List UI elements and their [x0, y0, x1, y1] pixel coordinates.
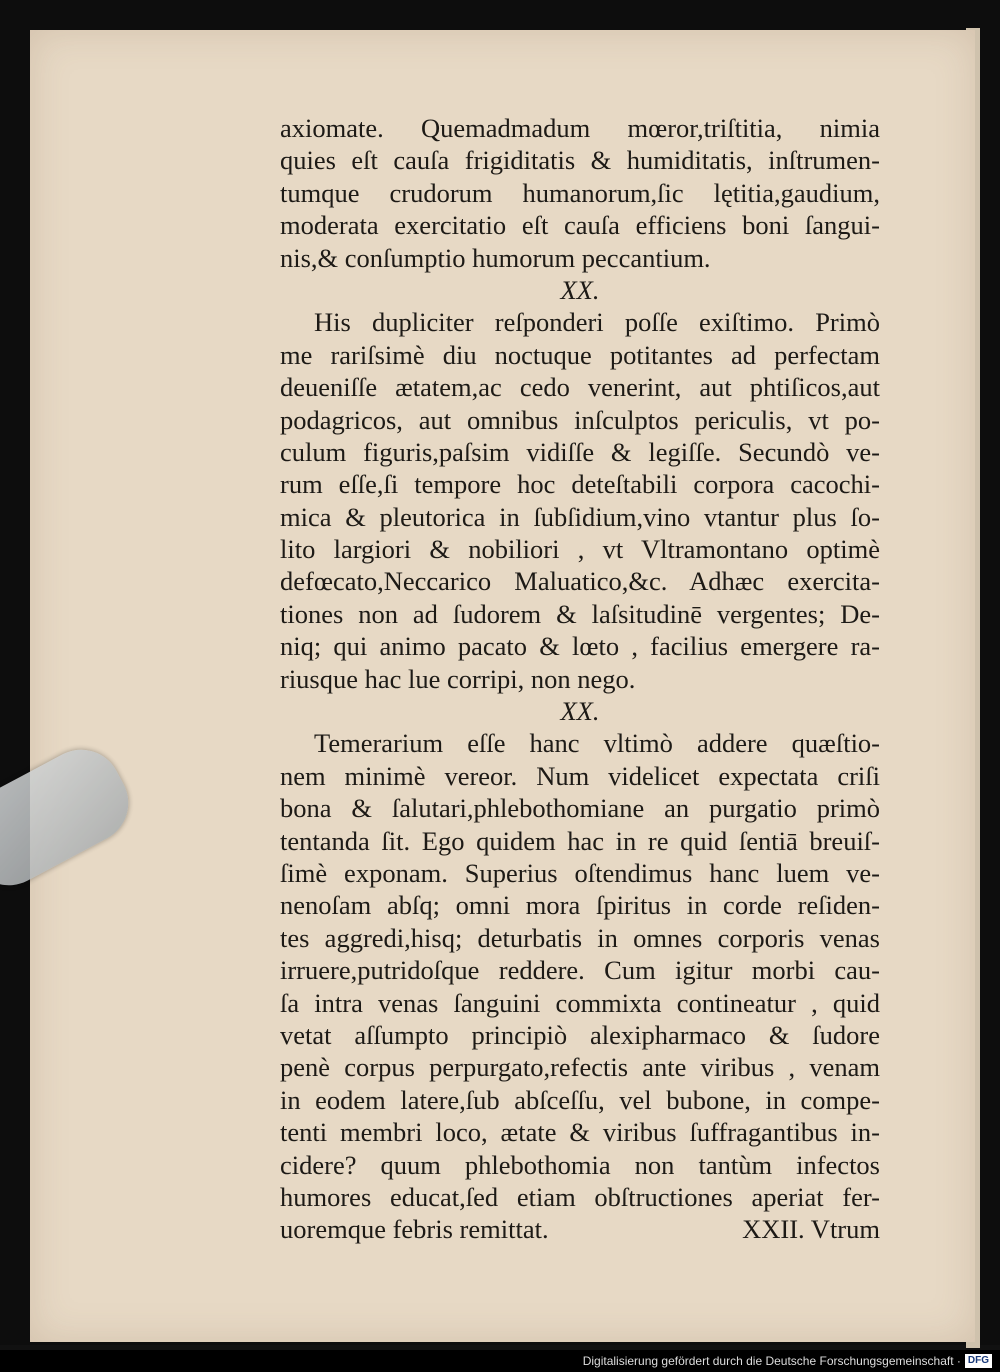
- text-line: culum figuris,paſsim vidiſſe & legiſſe. Secundò ve-: [280, 436, 880, 467]
- text-line: tes aggredi,hisq; deturbatis in omnes corporis venas: [280, 922, 880, 953]
- page-text: [280, 112, 880, 1246]
- text-line: Temerarium eſſe hanc vltimò addere quæſtio-: [314, 728, 880, 759]
- text-line: mica & pleutorica in ſubſidium,vino vtantur plus ſo-: [280, 501, 880, 532]
- text-line: His dupliciter reſponderi poſſe exiſtimo. Primò: [314, 307, 880, 338]
- text-line: nenoſam abſq; omni mora ſpiritus in corde reſiden-: [280, 890, 880, 921]
- text-line: ſa intra venas ſanguini commixta contineatur , quid: [280, 987, 880, 1018]
- text-line: niq; qui animo pacato & lœto , facilius emergere ra-: [280, 631, 880, 662]
- text-line: vetat aſſumpto principiò alexipharmaco & ſudore: [280, 1019, 880, 1050]
- text-line: defœcato,Neccarico Maluatico,&c. Adhæc exercita-: [280, 566, 880, 597]
- digitization-footer: [0, 1350, 1000, 1372]
- text-line: cidere? quum phlebothomia non tantùm infectos: [280, 1149, 880, 1180]
- text-line: tenti membri loco, ætate & viribus ſuffragantibus in-: [280, 1117, 880, 1148]
- text-line: in eodem latere,ſub abſceſſu, vel bubone, in compe-: [280, 1084, 880, 1115]
- text-line: penè corpus perpurgato,refectis ante viribus , venam: [280, 1052, 880, 1083]
- section-heading: XX.: [560, 274, 600, 305]
- text-line: podagricos, aut omnibus inſculptos periculis, vt po-: [280, 404, 880, 435]
- text-line: nis,& conſumptio humorum peccantium.: [280, 242, 711, 273]
- text-line: humores educat,ſed etiam obſtructiones aperiat fer-: [280, 1181, 880, 1212]
- text-line: riusque hac lue corripi, non nego.: [280, 663, 636, 694]
- text-line: rum eſſe,ſi tempore hoc deteſtabili corpora cacochi-: [280, 469, 880, 500]
- text-line: moderata exercitatio eſt cauſa efficiens boni ſangui-: [280, 210, 880, 241]
- text-line: nem minimè vereor. Num videlicet expectata criſi: [280, 760, 880, 791]
- text-line: ſimè exponam. Superius oſtendimus hanc luem ve-: [280, 857, 880, 888]
- catchword: XXII. Vtrum: [742, 1214, 880, 1245]
- dfg-logo: DFG: [965, 1354, 992, 1368]
- text-line: me rariſsimè diu noctuque potitantes ad perfectam: [280, 339, 880, 370]
- text-line: lito largiori & nobiliori , vt Vltramontano optimè: [280, 534, 880, 565]
- text-line: tumque crudorum humanorum,ſic lętitia,gaudium,: [280, 177, 880, 208]
- text-line: bona & ſalutari,phlebothomiane an purgatio primò: [280, 793, 880, 824]
- text-line: quies eſt cauſa frigiditatis & humiditatis, inſtrumen-: [280, 145, 880, 176]
- text-line: tiones non ad ſudorem & laſsitudinē vergentes; De-: [280, 598, 880, 629]
- text-line-end: uoremque febris remittat.: [280, 1214, 549, 1245]
- text-line: deueniſſe ætatem,ac cedo venerint, aut phtiſicos,aut: [280, 372, 880, 403]
- section-heading: XX.: [560, 696, 600, 727]
- footer-credit: Digitalisierung gefördert durch die Deutsche Forschungsgemeinschaft ·: [582, 1354, 961, 1368]
- text-line: axiomate. Quemadmadum mœror,triſtitia, nimia: [280, 113, 880, 143]
- text-line: irruere,putridoſque reddere. Cum igitur morbi cau-: [280, 955, 880, 986]
- text-line: tentanda ſit. Ego quidem hac in re quid ſentiā breuiſ-: [280, 825, 880, 856]
- last-line: [280, 1213, 880, 1245]
